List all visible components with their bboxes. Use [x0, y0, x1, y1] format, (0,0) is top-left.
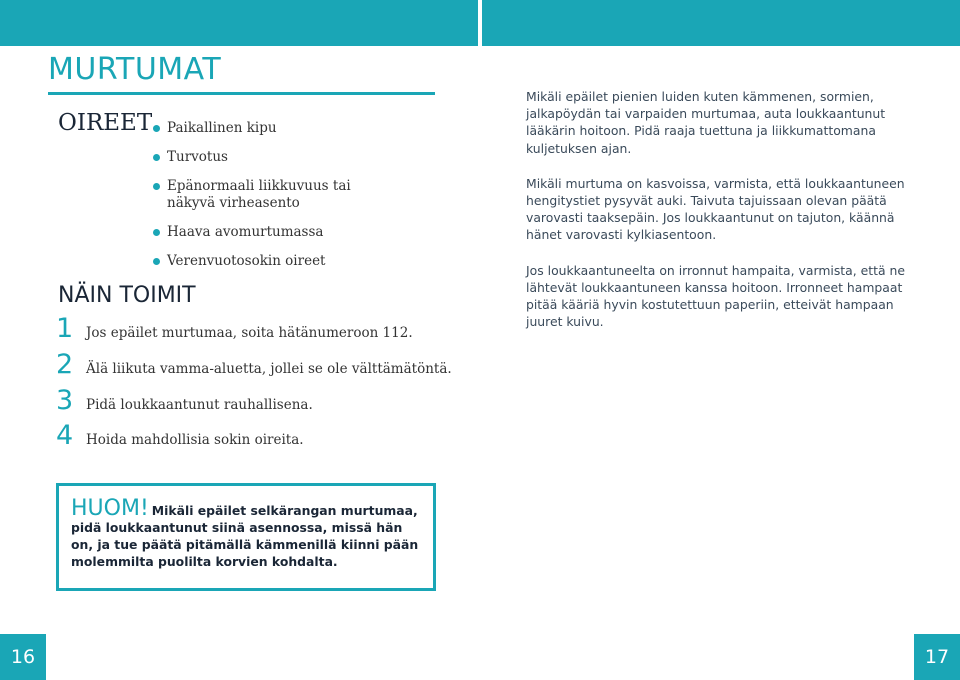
step-number: 1	[56, 313, 74, 344]
symptoms-heading: OIREET	[58, 110, 153, 136]
paragraph: Mikäli epäilet pienien luiden kuten kämmenen, sormien, jalkapöydän tai varpaiden murtumaa, auta loukkaantunut lääkärin hoitoon. Pidä raaja tuettuna ja liikkumattomana kuljetuksen ajan.	[526, 89, 886, 156]
right-header-band	[482, 0, 960, 46]
title-divider	[48, 92, 435, 95]
symptoms-list	[152, 120, 392, 282]
step-3	[56, 385, 313, 416]
step-number: 2	[56, 349, 74, 380]
symptom-item: Verenvuotosokin oireet	[152, 253, 392, 270]
step-1	[56, 313, 413, 344]
step-4	[56, 420, 304, 451]
notice-text: Mikäli epäilet selkärangan murtumaa, pidä loukkaantunut siinä asennossa, missä hän on, ja tue päätä pitämällä kämmenillä kiinni pään molemmilta puolilta korvien kohdalta.	[71, 503, 419, 569]
paragraph: Jos loukkaantuneelta on irronnut hampaita, varmista, että ne lähtevät loukkaantuneen kanssa hoitoon. Irronneet hampaat pitää kääriä hyvin kostutettuun paperiin, etteivät hampaan juuret kuivu.	[526, 262, 905, 330]
symptom-item: Epänormaali liikkuvuus tai näkyvä virheasento	[152, 178, 392, 212]
step-text: Pidä loukkaantunut rauhallisena.	[86, 397, 313, 413]
step-text: Jos epäilet murtumaa, soita hätänumeroon 112.	[86, 325, 413, 341]
step-text: Hoida mahdollisia sokin oireita.	[86, 432, 304, 448]
symptom-item: Paikallinen kipu	[152, 120, 392, 137]
notice-label: HUOM!	[71, 496, 149, 521]
page-number-right: 17	[914, 634, 960, 680]
notice-body	[71, 496, 427, 570]
page-number-left: 16	[0, 634, 46, 680]
actions-heading: NÄIN TOIMIT	[58, 283, 196, 308]
left-header-band	[0, 0, 478, 46]
symptom-item: Turvotus	[152, 149, 392, 166]
paragraph: Mikäli murtuma on kasvoissa, varmista, että loukkaantuneen hengitystiet pysyvät auki. Taivuta tajuissaan olevan päätä varovasti taaksepäin. Jos loukkaantunut on tajuton, käännä hänet varovasti kylkiasentoon.	[526, 175, 905, 243]
step-number: 4	[56, 420, 74, 451]
right-page-text	[526, 88, 910, 348]
step-2	[56, 349, 452, 380]
step-number: 3	[56, 385, 74, 416]
notice-box	[56, 483, 436, 591]
symptom-item: Haava avomurtumassa	[152, 224, 392, 241]
step-text: Älä liikuta vamma-aluetta, jollei se ole välttämätöntä.	[86, 361, 452, 377]
page-title: MURTUMAT	[48, 52, 222, 87]
